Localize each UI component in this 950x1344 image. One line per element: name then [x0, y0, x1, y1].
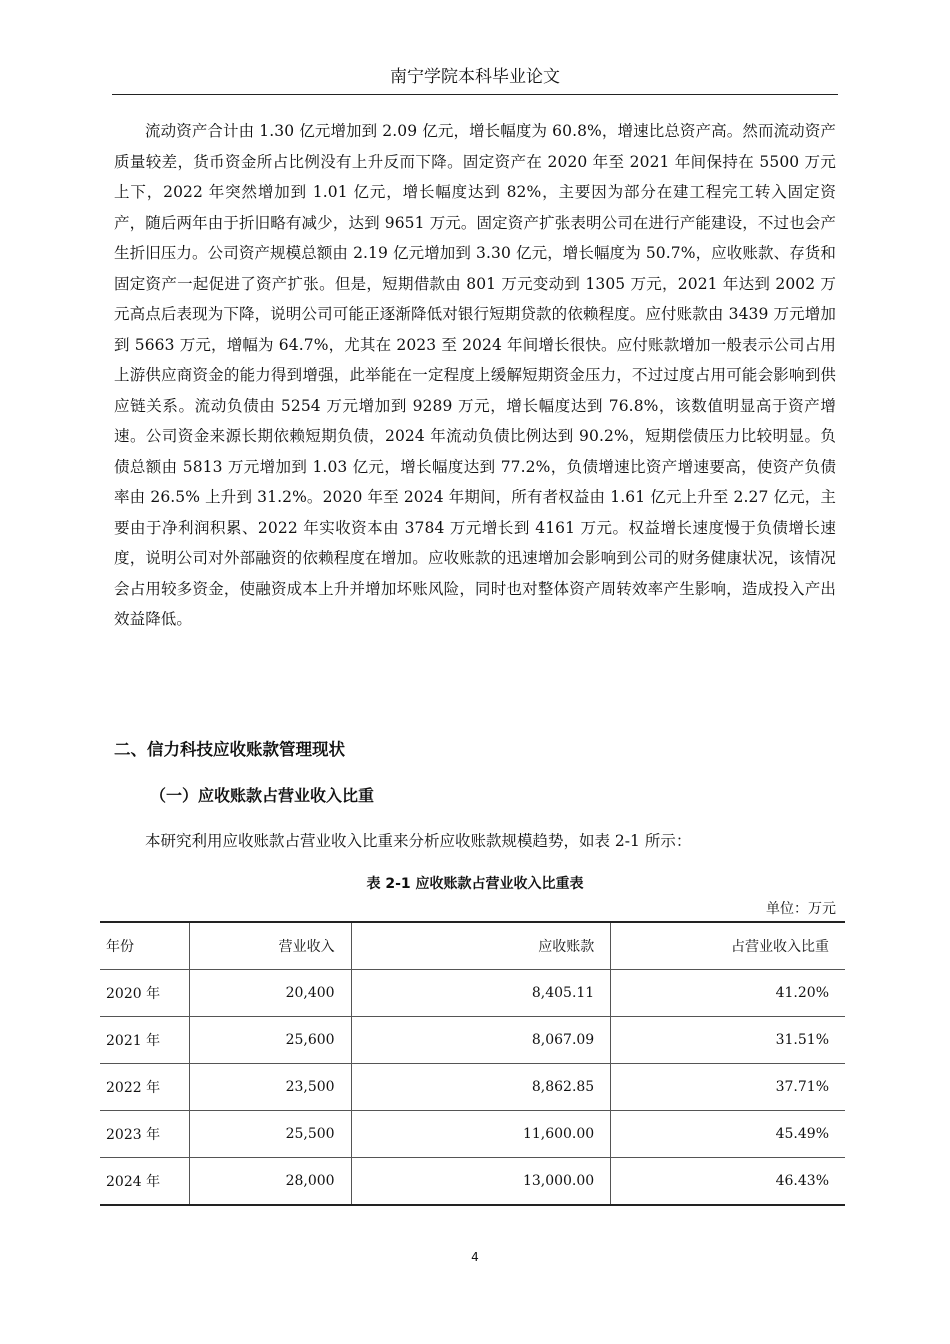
- table-header-row: [100, 922, 845, 970]
- cell-year: 2024 年: [100, 1158, 190, 1206]
- cell-revenue: 23,500: [190, 1064, 351, 1111]
- page-number: 4: [471, 1250, 479, 1264]
- cell-ratio: 46.43%: [611, 1158, 845, 1206]
- cell-year: 2022 年: [100, 1064, 190, 1111]
- body-paragraph: 流动资产合计由 1.30 亿元增加到 2.09 亿元，增长幅度为 60.8%，增速比总资产高。然而流动资产质量较差，货币资金所占比例没有上升反而下降。固定资产在 2020 年至 2021 年间保持在 5500 万元上下，2022 年突然增加到 1.01 亿元，增长幅度达到 82%，主要因为部分在建工程完工转入固定资产，随后两年由于折旧略有减少，达到 9651 万元。固定资产扩张表明公司在进行产能建设，不过也会产生折旧压力。公司资产规模总额由 2.19 亿元增加到 3.30 亿元，增长幅度为 50.7%，应收账款、存货和固定资产一起促进了资产扩张。但是，短期借款由 801 万元变动到 1305 万元，2021 年达到 2002 万元高点后表现为下降，说明公司可能正逐渐降低对银行短期贷款的依赖程度。应付账款由 3439 万元增加到 5663 万元，增幅为 64.7%，尤其在 2023 至 2024 年间增长很快。应付账款增加一般表示公司占用上游供应商资金的能力得到增强，此举能在一定程度上缓解短期资金压力，不过过度占用可能会影响到供应链关系。流动负债由 5254 万元增加到 9289 万元，增长幅度达到 76.8%，该数值明显高于资产增速。公司资金来源长期依赖短期负债，2024 年流动负债比例达到 90.2%，短期偿债压力比较明显。负债总额由 5813 万元增加到 1.03 亿元，增长幅度达到 77.2%，负债增速比资产增速要高，使资产负债率由 26.5% 上升到 31.2%。2020 年至 2024 年期间，所有者权益由 1.61 亿元上升至 2.27 亿元，主要由于净利润积累、2022 年实收资本由 3784 万元增长到 4161 万元。权益增长速度慢于负债增长速度，说明公司对外部融资的依赖程度在增加。应收账款的迅速增加会影响到公司的财务健康状况，该情况会占用较多资金，使融资成本上升并增加坏账风险，同时也对整体资产周转效率产生影响，造成投入产出效益降低。: [114, 122, 836, 628]
- cell-receivables: 8,862.85: [351, 1064, 611, 1111]
- cell-year: 2021 年: [100, 1017, 190, 1064]
- subsection-heading: （一）应收账款占营业收入比重: [150, 786, 375, 805]
- table-unit: 单位：万元: [766, 901, 836, 917]
- receivables-ratio-table: [100, 921, 845, 1206]
- cell-year: 2020 年: [100, 970, 190, 1017]
- section-heading: 二、信力科技应收账款管理现状: [114, 740, 345, 759]
- cell-receivables: 13,000.00: [351, 1158, 611, 1206]
- cell-revenue: 20,400: [190, 970, 351, 1017]
- table-row: [100, 1111, 845, 1158]
- column-header-ratio: 占营业收入比重: [611, 922, 845, 970]
- table-intro-text: 本研究利用应收账款占营业收入比重来分析应收账款规模趋势，如表 2-1 所示：: [145, 832, 692, 850]
- table-row: [100, 1158, 845, 1206]
- cell-ratio: 41.20%: [611, 970, 845, 1017]
- column-header-year: 年份: [100, 922, 190, 970]
- column-header-revenue: 营业收入: [190, 922, 351, 970]
- table-row: [100, 970, 845, 1017]
- column-header-receivables: 应收账款: [351, 922, 611, 970]
- cell-receivables: 11,600.00: [351, 1111, 611, 1158]
- cell-year: 2023 年: [100, 1111, 190, 1158]
- cell-ratio: 45.49%: [611, 1111, 845, 1158]
- cell-revenue: 28,000: [190, 1158, 351, 1206]
- table-row: [100, 1017, 845, 1064]
- cell-ratio: 31.51%: [611, 1017, 845, 1064]
- cell-ratio: 37.71%: [611, 1064, 845, 1111]
- running-header: 南宁学院本科毕业论文: [112, 62, 838, 95]
- cell-revenue: 25,600: [190, 1017, 351, 1064]
- cell-receivables: 8,067.09: [351, 1017, 611, 1064]
- cell-revenue: 25,500: [190, 1111, 351, 1158]
- table-caption: 表 2-1 应收账款占营业收入比重表: [366, 876, 584, 892]
- table-row: [100, 1064, 845, 1111]
- cell-receivables: 8,405.11: [351, 970, 611, 1017]
